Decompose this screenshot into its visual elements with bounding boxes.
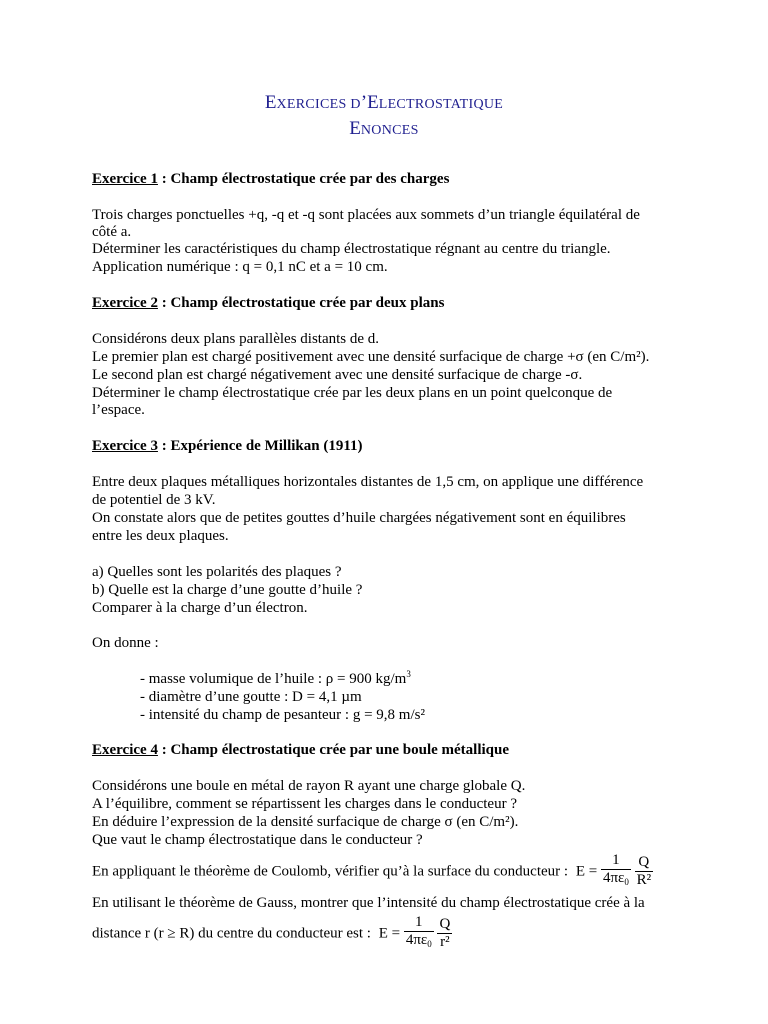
ex4-gauss-line: distance r (r ≥ R) du centre du conducteur est : E = $\frac{1}{4\pi\varepsilon_0}$ $\frac{Q}{\text{r²}}$ <box>92 914 452 953</box>
fraction: $\frac{1}{4\pi\varepsilon_0}$ <box>404 914 434 953</box>
document-title: EXERCICES D’ELECTROSTATIQUE <box>264 92 504 113</box>
ex1-text: Application numérique : q = 0,1 nC et a = 10 cm. <box>92 259 388 275</box>
ex1-text: Déterminer les caractéristiques du champ électrostatique régnant au centre du triangle. <box>92 241 611 257</box>
ex2-text: Le second plan est chargé négativement avec une densité surfacique de charge -σ. <box>92 367 583 383</box>
ex3-text: On constate alors que de petites gouttes d’huile chargées négativement sont en équilibres <box>92 510 626 526</box>
exercise-2-heading: Exercice 2 : Champ électrostatique crée par deux plans <box>92 295 445 311</box>
ex3-given-item: - intensité du champ de pesanteur : g = 9,8 m/s² <box>140 707 425 723</box>
document-subtitle: ENONCES <box>349 118 419 139</box>
ex3-text: Comparer à la charge d’un électron. <box>92 600 308 616</box>
ex3-text: de potentiel de 3 kV. <box>92 492 216 508</box>
ex2-text: Considérons deux plans parallèles distants de d. <box>92 331 380 347</box>
formula-gauss-field: E = $\frac{1}{4\pi\varepsilon_0}$ $\frac{Q}{\text{r²}}$ <box>379 914 453 953</box>
formula-surface-field: E = $\frac{1}{4\pi\varepsilon_0}$ $\frac{Q}{\text{R²}}$ <box>576 852 653 891</box>
ex3-question-b: b) Quelle est la charge d’une goutte d’huile ? <box>92 582 363 598</box>
fraction: $\frac{1}{4\pi\varepsilon_0}$ <box>601 852 631 891</box>
ex3-question-a: a) Quelles sont les polarités des plaques ? <box>92 564 342 580</box>
ex3-text: Entre deux plaques métalliques horizontales distantes de 1,5 cm, on applique une différence <box>92 474 644 490</box>
ex1-text: côté a. <box>92 224 132 240</box>
ex3-given-label: On donne : <box>92 635 159 651</box>
ex4-text: En utilisant le théorème de Gauss, montrer que l’intensité du champ électrostatique crée à la <box>92 895 645 911</box>
exercise-4-heading: Exercice 4 : Champ électrostatique crée par une boule métallique <box>92 742 510 758</box>
exercise-3-heading: Exercice 3 : Expérience de Millikan (1911) <box>92 438 363 454</box>
ex2-text: l’espace. <box>92 402 145 418</box>
ex4-text: Considérons une boule en métal de rayon R ayant une charge globale Q. <box>92 778 526 794</box>
exercise-1-heading: Exercice 1 : Champ électrostatique crée par des charges <box>92 171 450 187</box>
ex4-text: Que vaut le champ électrostatique dans le conducteur ? <box>92 832 423 848</box>
ex3-text: entre les deux plaques. <box>92 528 229 544</box>
ex4-text: A l’équilibre, comment se répartissent les charges dans le conducteur ? <box>92 796 517 812</box>
ex3-given-item: - masse volumique de l’huile : ρ = 900 $kg/m^3$ <box>140 669 411 687</box>
fraction: $\frac{Q}{\text{r²}}$ <box>439 916 451 950</box>
ex3-given-item: - diamètre d’une goutte : D = 4,1 µm <box>140 689 362 705</box>
ex1-text: Trois charges ponctuelles +q, -q et -q sont placées aux sommets d’un triangle équilatéral de <box>92 207 640 223</box>
ex2-text: Le premier plan est chargé positivement avec une densité surfacique de charge +σ (en C/m²). <box>92 349 650 365</box>
ex4-coulomb-line: En appliquant le théorème de Coulomb, vérifier qu’à la surface du conducteur : E = $\frac{1}{4\pi\varepsilon_0}$ $\frac{Q}{\text{R²}}$ <box>92 852 653 891</box>
ex4-text: En déduire l’expression de la densité surfacique de charge σ (en C/m²). <box>92 814 519 830</box>
fraction: $\frac{Q}{\text{R²}}$ <box>636 854 652 888</box>
ex2-text: Déterminer le champ électrostatique crée par les deux plans en un point quelconque de <box>92 385 613 401</box>
